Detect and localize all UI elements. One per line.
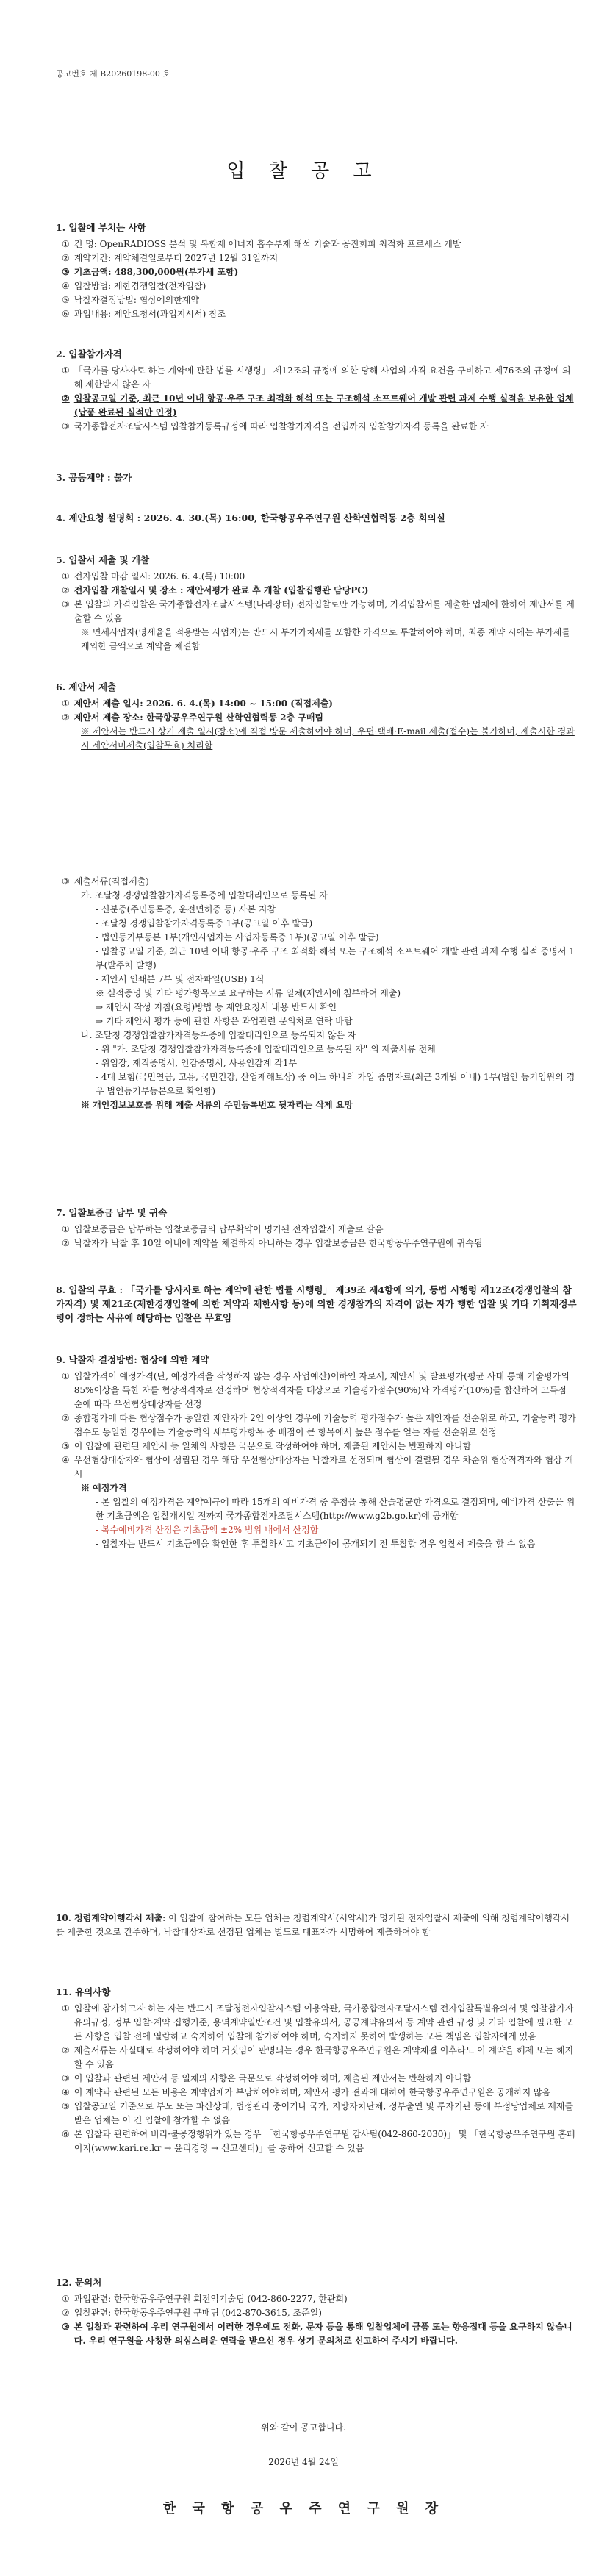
- list-item: ③ 기초금액: 488,300,000원(부가세 포함): [62, 267, 239, 277]
- closing-line: 위와 같이 공고합니다.: [261, 2422, 346, 2433]
- section-10-text: : 이 입찰에 참여하는 모든 업체는 청렴계약서(서약서)가 명기된 전자입찰서 제출에 의해 청렴계약이행각서를 제출한 것으로 간주하며, 낙찰대상자로 선정된 업체는 별도로 대표자가 서명하여 제출하여야 함: [56, 1913, 570, 1937]
- section-6-documents: [56, 875, 578, 1112]
- section-12-heading: 12. 문의처: [56, 2277, 102, 2288]
- list-item: ③ 제출서류(직접제출): [62, 876, 149, 887]
- doc-line: - 위 "가. 조달청 경쟁입찰참가자격등록증에 입찰대리인으로 등록된 자" 의 제출서류 전체: [96, 1044, 436, 1054]
- section-6: [56, 680, 578, 753]
- doc-line: ※ 실적증명 및 기타 평가항목으로 요구하는 서류 일체(제안서에 첨부하여 제출): [96, 988, 401, 998]
- section-4: [56, 511, 578, 528]
- note: ※ 제안서는 반드시 상기 제출 일시(장소)에 직접 방문 제출하여야 하며, 우편·택배·E-mail 제출(접수)는 불가하며, 제출시한 경과 시 제안서미제출(입찰무효) 처리함: [81, 726, 575, 751]
- section-11-heading: 11. 유의사항: [56, 1986, 111, 1997]
- section-9: [56, 1353, 578, 1551]
- doc-line: - 제안서 인쇄본 7부 및 전자파일(USB) 1식: [96, 974, 265, 984]
- section-3: [56, 471, 578, 487]
- section-2: [56, 347, 578, 434]
- list-item: ① 입찰보증금은 납부하는 입찰보증금의 납부확약이 명기된 전자입찰서 제출로 갈음: [62, 1224, 384, 1234]
- section-8: [56, 1283, 578, 1328]
- list-item: ③ 본 입찰과 관련하여 우리 연구원에서 이러한 경우에도 전화, 문자 등을 통해 입찰업체에 금품 또는 향응접대 등을 요구하지 않습니다. 우리 연구원을 사칭한 의심스러운 연락을 받으신 경우 상기 문의처로 신고하여 주시기 바랍니다.: [62, 2322, 572, 2346]
- section-12: [56, 2275, 578, 2348]
- note-line: - 복수예비가격 산정은 기초금액 ±2% 범위 내에서 산정함: [96, 1525, 319, 1535]
- notice-date: 2026년 4월 24일: [268, 2457, 339, 2467]
- list-item: ① 건 명: OpenRADIOSS 분석 및 복합재 에너지 흡수부재 해석 기술과 공진회피 최적화 프로세스 개발: [62, 239, 461, 249]
- list-item: ① 입찰가격이 예정가격(단, 예정가격을 작성하지 않는 경우 사업예산)이하인 자로서, 제안서 및 발표평가(평균 사대 통해 기술평가의 85%이상을 득한 자를 협상적격자로 선정하며 협상적격자를 대상으로 기술평가점수(90%)와 가격평가(10%)를 합산하여 고득점 순에 따라 우선협상대상자를 선정: [62, 1371, 570, 1409]
- section-10-heading: 10. 청렴계약이행각서 제출: [56, 1913, 163, 1923]
- list-item: ③ 이 입찰에 관련된 제안서 등 일체의 사항은 국문으로 작성하여야 하며, 제출된 제안서는 반환하지 아니함: [62, 1441, 472, 1451]
- section-2-heading: 2. 입찰참가자격: [56, 348, 122, 359]
- section-5-heading: 5. 입찰서 제출 및 개찰: [56, 554, 150, 565]
- section-10: [56, 1911, 578, 1939]
- doc-line: 나. 조달청 경쟁입찰참가자격등록증에 입찰대리인으로 등록되지 않은 자: [81, 1030, 356, 1040]
- list-item: ⑥ 과업내용: 제안요청서(과업지시서) 참조: [62, 309, 226, 319]
- list-item: ④ 입찰방법: 제한경쟁입찰(전자입찰): [62, 281, 206, 291]
- section-9-heading: 9. 낙찰자 결정방법: 협상에 의한 계약: [56, 1354, 209, 1365]
- list-item: ⑤ 입찰공고일 기준으로 부도 또는 파산상태, 법정관리 중이거나 국가, 지방자치단체, 정부출연 및 투자기관 등에 부정당업체로 제재를 받은 업체는 이 건 입찰에 참가할 수 없음: [62, 2101, 573, 2125]
- list-item: ② 종합평가에 따른 협상점수가 동일한 제안자가 2인 이상인 경우에 기술능력 평가점수가 높은 제안자를 선순위로 하고, 기술능력 평가점수도 동일한 경우에는 기술능력의 세부평가항목 중 배점이 큰 항목에서 높은 점수를 얻는 자를 선순위로 선정: [62, 1413, 576, 1437]
- list-item: ⑥ 본 입찰과 관련하여 비리·불공정행위가 있는 경우 「한국항공우주연구원 감사팀(042-860-2030)」 및 「한국항공우주연구원 홈페이지(www.kari.re.kr → 윤리경영 → 신고센터)」를 통하여 신고할 수 있음: [62, 2129, 575, 2153]
- note: ※ 면세사업자(영세율을 적용받는 사업자)는 반드시 부가가치세를 포함한 가격으로 투찰하여야 하며, 최종 계약 시에는 부가세를 제외한 금액으로 계약을 체결함: [81, 627, 570, 651]
- section-8-heading: 8. 입찰의 무효 : 「국가를 당사자로 하는 계약에 관한 법률 시행령」 제39조 제4항에 의거, 동법 시행령 제12조(경쟁입찰의 참가자격) 및 제21조(제한경쟁입찰에 의한 계약과 제한사항 등)에 의한 경쟁참가의 자격이 없는 자가 행한 입찰 및 기타 기획재정부령이 정하는 사유에 해당하는 입찰은 무효임: [56, 1284, 577, 1323]
- section-1: [56, 221, 578, 321]
- doc-line: - 위임장, 재직증명서, 인감증명서, 사용인감계 각1부: [96, 1058, 298, 1068]
- doc-line: - 조달청 경쟁입찰참가자격등록증 1부(공고일 이후 발급): [96, 918, 313, 929]
- list-item: ② 입찰관련: 한국항공우주연구원 구매팀 (042-870-3615, 조준일): [62, 2308, 322, 2318]
- doc-line: ※ 개인정보보호를 위해 제출 서류의 주민등록번호 뒷자리는 삭제 요망: [81, 1100, 353, 1110]
- doc-line: - 신분증(주민등록증, 운전면허증 등) 사본 지참: [96, 904, 276, 915]
- list-item: ① 「국가를 당사자로 하는 계약에 관한 법률 시행령」 제12조의 규정에 의한 당해 사업의 자격 요건을 구비하고 제76조의 규정에 의해 제한받지 않은 자: [62, 365, 571, 390]
- note: ※ 예정가격: [81, 1483, 127, 1493]
- list-item: ② 입찰공고일 기준, 최근 10년 이내 항공·우주 구조 최적화 해석 또는 구조해석 소프트웨어 개발 관련 과제 수행 실적을 보유한 업체(납품 완료된 실적만 인정): [62, 393, 574, 418]
- list-item: ③ 이 입찰과 관련된 제안서 등 일체의 사항은 국문으로 작성하여야 하며, 제출된 제안서는 반환하지 아니함: [62, 2073, 472, 2083]
- list-item: ① 전자입찰 마감 일시: 2026. 6. 4.(목) 10:00: [62, 571, 245, 582]
- section-11: [56, 1985, 578, 2155]
- list-item: ④ 우선협상대상자와 협상이 성립된 경우 해당 우선협상대상자는 낙찰자로 선정되며 협상이 결렬될 경우 차순위 협상적격자와 협상 개시: [62, 1455, 574, 1479]
- list-item: ② 계약기간: 계약체결일로부터 2027년 12월 31일까지: [62, 253, 279, 263]
- notice-number: 공고번호 제 B20260198-00 호: [56, 69, 171, 79]
- list-item: ① 입찰에 참가하고자 하는 자는 반드시 조달청전자입찰시스템 이용약관, 국가종합전자조달시스템 전자입찰특별유의서 및 입찰참가자유의규정, 정부 입찰·계약 집행기준, 용역계약일반조건 및 입찰유의서, 공공계약유의서 등 계약 관련 규정 및 기타 입찰에 필요한 모든 사항을 입찰 전에 열람하고 숙지하여 입찰에 참가하여야 하며, 숙지하지 못하여 발생하는 모든 책임은 입찰자에게 있음: [62, 2003, 574, 2042]
- doc-line: - 입찰공고일 기준, 최근 10년 이내 항공·우주 구조 최적화 해석 또는 구조해석 소프트웨어 개발 관련 과제 수행 실적 증명서 1부(발주처 발행): [96, 946, 575, 970]
- note-line: - 본 입찰의 예정가격은 계약예규에 따라 15개의 예비가격 중 추첨을 통해 산술평균한 가격으로 결정되며, 예비가격 산출을 위한 기초금액은 입찰개시일 전까지 국가종합전자조달시스템(http://www.g2b.go.kr)에 공개함: [96, 1497, 575, 1521]
- section-7: [56, 1206, 578, 1251]
- list-item: ① 제안서 제출 일시: 2026. 6. 4.(목) 14:00 ~ 15:00 (직접제출): [62, 698, 333, 709]
- doc-line: ⇒ 기타 제안서 평가 등에 관한 사항은 과업관련 문의처로 연락 바람: [96, 1016, 353, 1026]
- page-title: 입 찰 공 고: [226, 160, 381, 182]
- section-7-heading: 7. 입찰보증금 납부 및 귀속: [56, 1207, 168, 1218]
- list-item: ④ 이 계약과 관련된 모든 비용은 계약업체가 부담하여야 하며, 제안서 평가 결과에 대하여 한국항공우주연구원은 공개하지 않음: [62, 2087, 551, 2097]
- section-1-heading: 1. 입찰에 부치는 사항: [56, 222, 146, 233]
- list-item: ⑤ 낙찰자결정방법: 협상에의한계약: [62, 295, 199, 305]
- list-item: ② 전자입찰 개찰일시 및 장소 : 제안서평가 완료 후 개찰 (입찰집행관 담당PC): [62, 585, 369, 595]
- section-3-heading: 3. 공동계약 : 불가: [56, 472, 132, 483]
- doc-line: ⇒ 제안서 작성 지침(요령)방법 등 제안요청서 내용 반드시 확인: [96, 1002, 337, 1012]
- section-4-heading: 4. 제안요청 설명회 : 2026. 4. 30.(목) 16:00, 한국항공우주연구원 산학연협력동 2층 회의실: [56, 512, 445, 523]
- list-item: ① 과업관련: 한국항공우주연구원 회전익기술팀 (042-860-2277, 한관희): [62, 2294, 348, 2304]
- list-item: ② 제출서류는 사실대로 작성하여야 하며 거짓임이 판명되는 경우 한국항공우주연구원은 계약체결 이후라도 이 계약을 해제 또는 해지할 수 있음: [62, 2045, 574, 2069]
- doc-line: - 법인등기부등본 1부(개인사업자는 사업자등록증 1부)(공고일 이후 발급): [96, 932, 379, 942]
- doc-line: 가. 조달청 경쟁입찰참가자격등록증에 입찰대리인으로 등록된 자: [81, 890, 328, 901]
- section-6-heading: 6. 제안서 제출: [56, 681, 117, 693]
- list-item: ② 낙찰자가 낙찰 후 10일 이내에 계약을 체결하지 아니하는 경우 입찰보증금은 한국항공우주연구원에 귀속됨: [62, 1238, 483, 1248]
- list-item: ③ 국가종합전자조달시스템 입찰참가등록규정에 따라 입찰참가자격을 전입까지 입찰참가자격 등록을 완료한 자: [62, 421, 489, 432]
- section-5: [56, 553, 578, 654]
- doc-line: - 4대 보험(국민연금, 고용, 국민건강, 산업재해보상) 중 어느 하나의 가입 증명자료(최근 3개월 이내) 1부(법인 등기임원의 경우 법인등기부등본으로 확인함): [96, 1072, 575, 1096]
- list-item: ② 제안서 제출 장소: 한국항공우주연구원 산학연협력동 2층 구매팀: [62, 712, 324, 723]
- note-line: - 입찰자는 반드시 기초금액을 확인한 후 투찰하시고 기초금액이 공개되기 전 투찰할 경우 입찰서 제출을 할 수 없음: [96, 1539, 536, 1549]
- issuer-name: 한 국 항 공 우 주 연 구 원 장: [162, 2501, 445, 2516]
- list-item: ③ 본 입찰의 가격입찰은 국가종합전자조달시스템(나라장터) 전자입찰로만 가능하며, 가격입찰서를 제출한 업체에 한하여 제안서를 제출할 수 있음: [62, 599, 575, 623]
